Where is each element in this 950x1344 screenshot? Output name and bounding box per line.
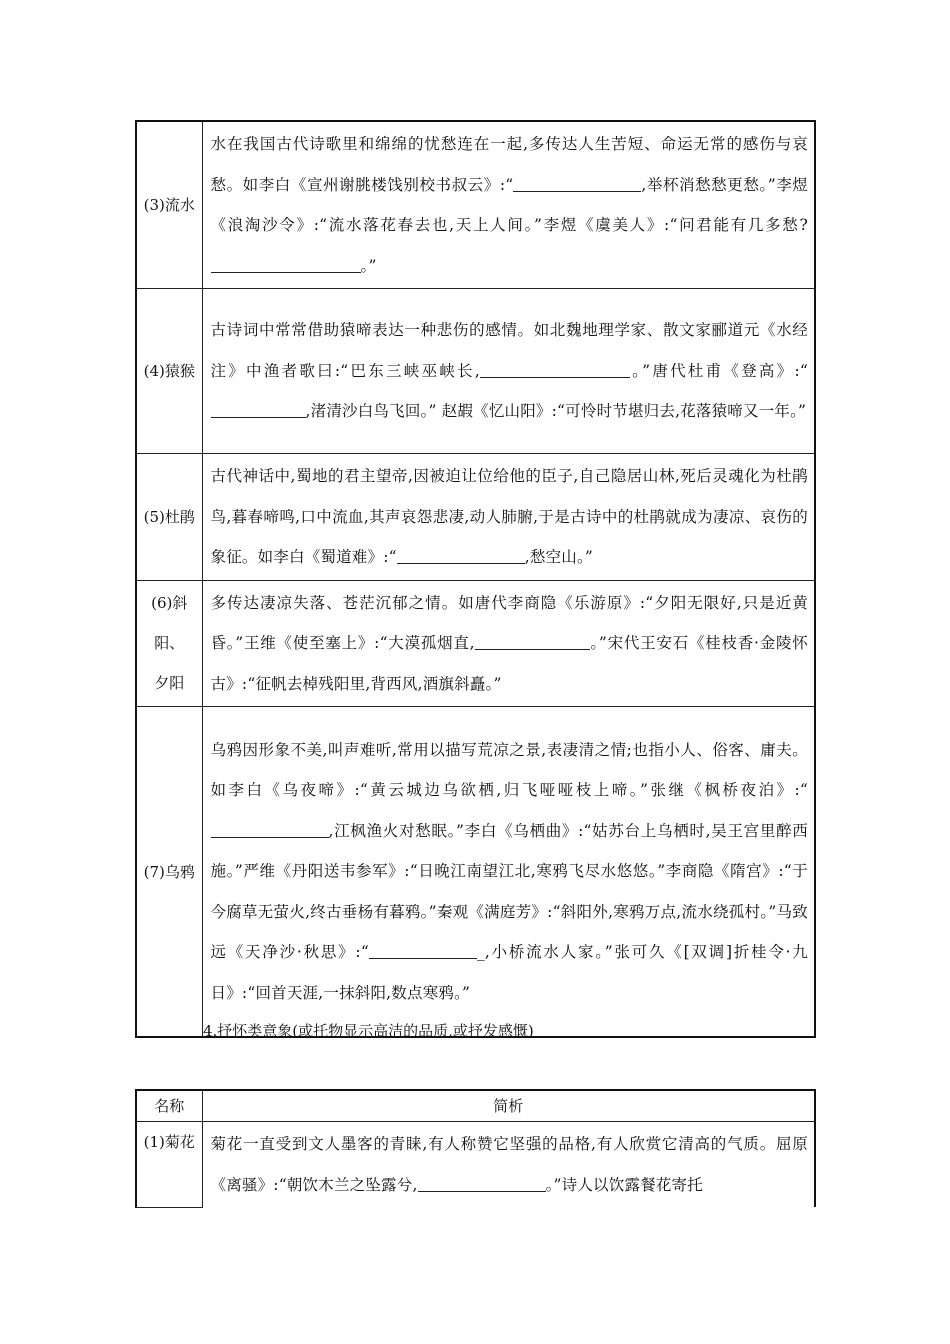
- desc-text: 菊花一直受到文人墨客的青睐,有人称赞它坚强的品格,有人欣赏它清高的气质。屈原《离骚》:“朝饮木兰之坠露兮,: [210, 1135, 808, 1194]
- desc-text: ,江枫渔火对愁眠。”李白《乌栖曲》:“姑苏台上乌栖时,吴王宫里醉西施。”严维《丹阳送韦参军》:“日晚江南望江北,寒鸦飞尽水悠悠。”李商隐《隋宫》:“于今腐草无萤火,终古垂杨有暮鸦。”秦观《满庭芳》:“斜阳外,寒鸦万点,流水绕孤村。”马致远《天净沙·秋思》:“: [210, 821, 808, 962]
- section-heading: 4.抒怀类意象(或托物显示高洁的品质,或抒发感慨): [203, 1022, 534, 1040]
- name-line: 夕阳: [154, 674, 185, 693]
- desc-text: 古代神话中,蜀地的君主望帝,因被迫让位给他的臣子,自己隐居山林,死后灵魂化为杜鹃鸟,暮春啼鸣,口中流血,其声哀怨悲凄,动人肺腑,于是古诗中的杜鹃就成为凄凉、哀伤的象征。如李白《蜀道难》:“: [210, 467, 808, 566]
- row-desc: [202, 121, 815, 289]
- fill-blank[interactable]: [475, 634, 590, 651]
- fill-blank[interactable]: [480, 361, 630, 378]
- fill-blank[interactable]: [211, 402, 306, 419]
- column-header-name: 名称: [136, 1090, 202, 1122]
- desc-text: 。”诗人以饮露餐花寄托: [545, 1175, 703, 1194]
- desc-text: ,举杯消愁愁更愁。”李煜《浪淘沙令》:“流水落花春去也,天上人间。”李煜《虞美人》:“问君能有几多愁?: [210, 175, 808, 234]
- fill-blank[interactable]: [397, 548, 525, 565]
- fill-blank[interactable]: [211, 256, 361, 273]
- lyric-imagery-table: [135, 1089, 816, 1208]
- column-header-desc: 简析: [202, 1090, 815, 1122]
- desc-text: 。”唐代杜甫《登高》:“: [630, 361, 808, 380]
- row-name: (7)乌鸦: [136, 707, 202, 1038]
- desc-text: 多传达凄凉失落、苍茫沉郁之情。如唐代李商隐《乐游原》:“夕阳无限好,只是近黄昏。”王维《使至塞上》:“大漠孤烟直,: [210, 593, 808, 652]
- table-header-row: [136, 1090, 815, 1122]
- desc-text: ,愁空山。”: [524, 548, 594, 566]
- desc-text: 。”: [360, 256, 377, 275]
- row-name: (5)杜鹃: [136, 454, 202, 581]
- row-name: [136, 580, 202, 707]
- name-line: 阳、: [154, 634, 185, 653]
- row-desc: [202, 707, 815, 1038]
- table-row: [136, 580, 815, 707]
- imagery-table-continued: [135, 120, 816, 1038]
- desc-text: 。”宋代王安石《桂枝香·金陵怀古》:“征帆去棹残阳里,背西风,酒旗斜矗。”: [210, 634, 808, 693]
- row-name: (3)流水: [136, 121, 202, 289]
- fill-blank[interactable]: [513, 175, 641, 192]
- table-row: [136, 454, 815, 581]
- desc-text: 水在我国古代诗歌里和绵绵的忧愁连在一起,多传达人生苦短、命运无常的感伤与哀愁。如李白《宣州谢朓楼饯别校书叔云》:“: [210, 135, 808, 194]
- fill-blank[interactable]: [211, 821, 329, 838]
- desc-text: ,渚清沙白鸟飞回。” 赵嘏《忆山阳》:“可怜时节堪归去,花落猿啼又一年。”: [305, 402, 807, 421]
- table-row: [136, 289, 815, 454]
- fill-blank[interactable]: [369, 943, 477, 960]
- table-row: [136, 1122, 815, 1208]
- row-name: (4)猿猴: [136, 289, 202, 454]
- row-desc: [202, 454, 815, 581]
- row-desc: [202, 580, 815, 707]
- fill-blank[interactable]: [418, 1175, 546, 1192]
- name-line: (6)斜: [151, 594, 188, 613]
- table-row: [136, 707, 815, 1038]
- row-desc: [202, 1122, 815, 1208]
- row-name: (1)菊花: [136, 1122, 202, 1208]
- desc-text: _,小桥流水人家。”张可久《[双调]折桂令·九日》:“回首天涯,一抹斜阳,数点寒鸦。”: [210, 943, 808, 1002]
- desc-text: 古诗词中常常借助猿啼表达一种悲伤的感情。如北魏地理学家、散文家郦道元《水经注》中渔者歌曰:“巴东三峡巫峡长,: [210, 321, 808, 380]
- row-desc: [202, 289, 815, 454]
- desc-text: 乌鸦因形象不美,叫声难听,常用以描写荒凉之景,表凄清之情;也指小人、俗客、庸夫。如李白《乌夜啼》:“黄云城边乌欲栖,归飞哑哑枝上啼。”张继《枫桥夜泊》:“: [210, 740, 808, 800]
- table-row: [136, 121, 815, 289]
